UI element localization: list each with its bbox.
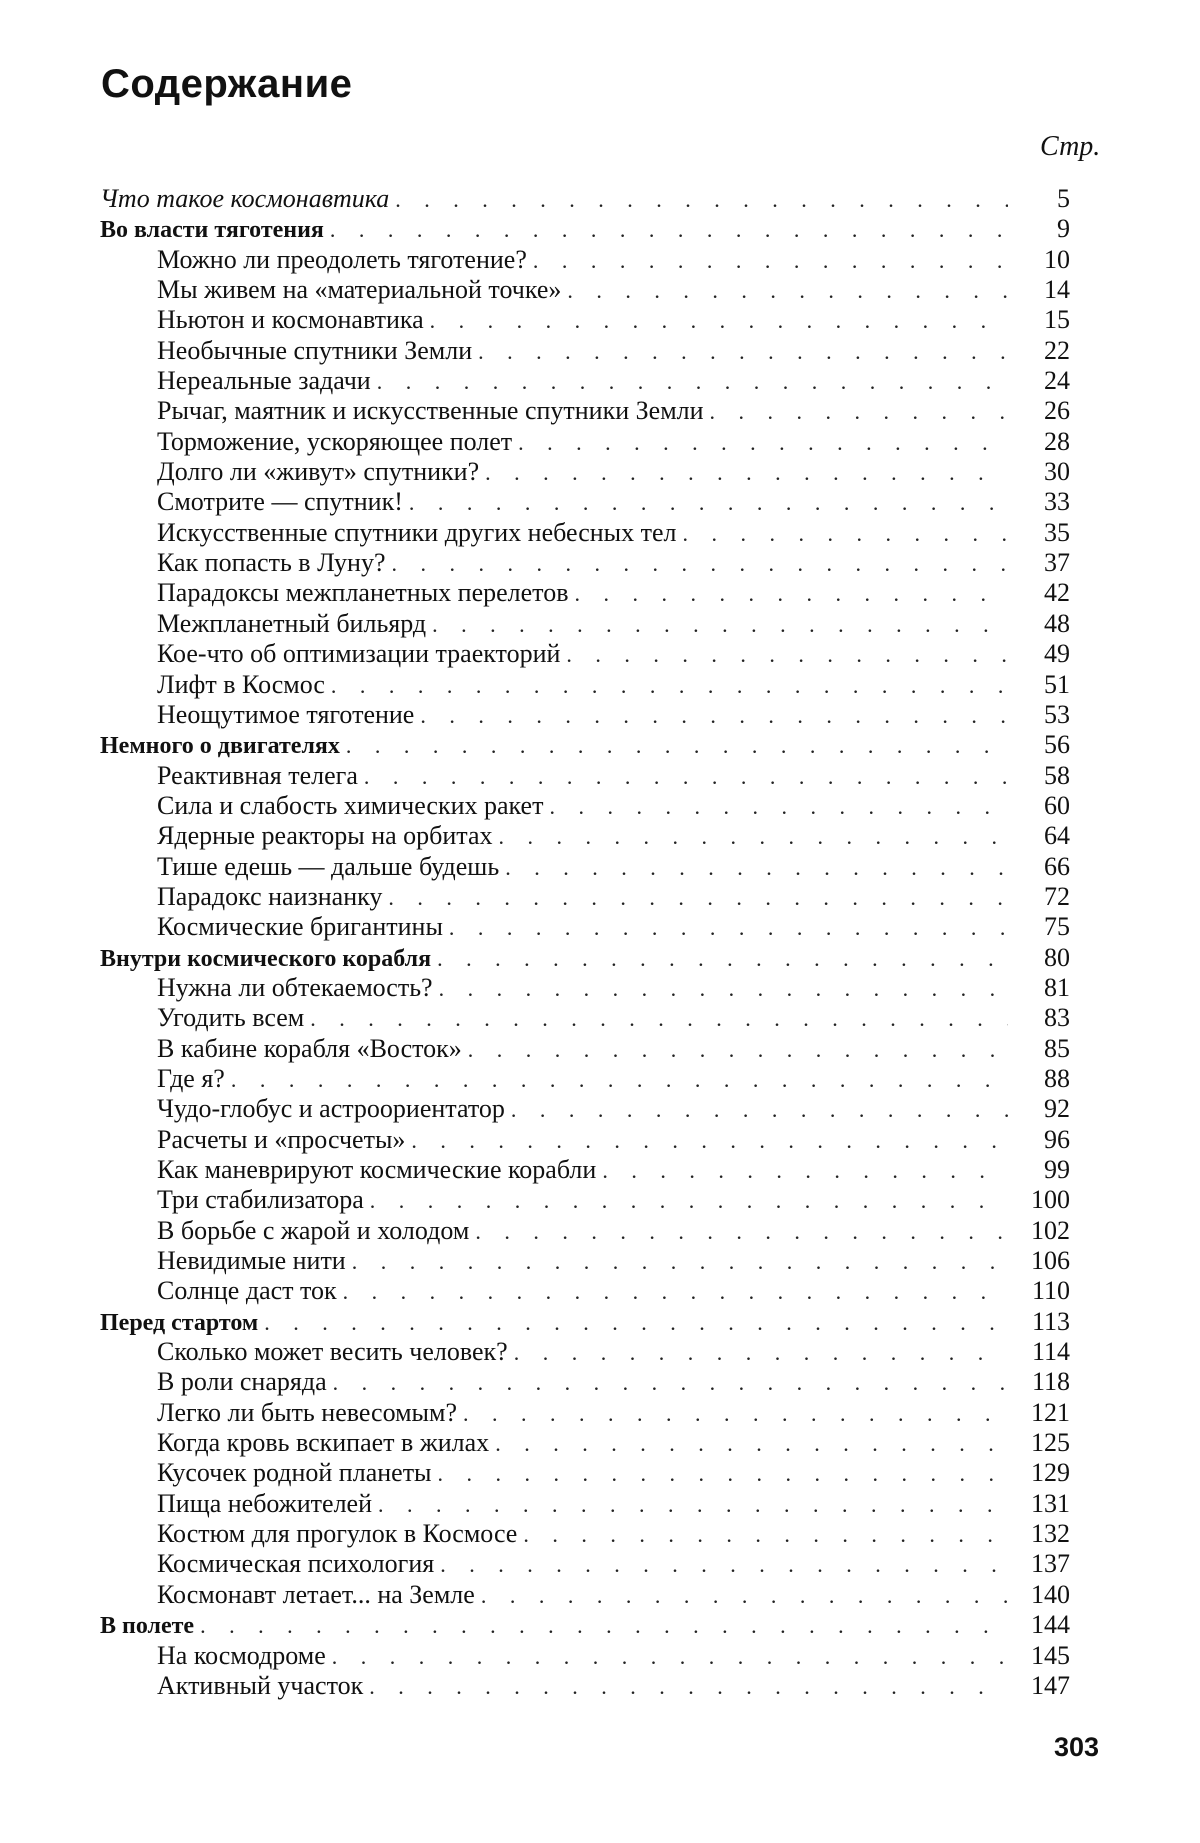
toc-entry-page: 137	[1031, 1549, 1070, 1579]
toc-entry-page: 83	[1044, 1003, 1070, 1033]
toc-entry-page: 81	[1044, 972, 1070, 1002]
toc-entry-title: В роли снаряда	[157, 1367, 327, 1397]
dot-leader	[475, 1217, 1008, 1247]
dot-leader	[378, 1490, 1008, 1520]
toc-entry-page: 114	[1031, 1337, 1070, 1367]
toc-section	[100, 730, 1070, 760]
toc-subsection	[100, 821, 1070, 851]
toc-subsection	[100, 366, 1070, 396]
toc-subsection	[100, 457, 1070, 487]
toc-entry-title: Ньютон и космонавтика	[157, 305, 424, 335]
dot-leader	[574, 579, 1008, 609]
toc-subsection	[100, 518, 1070, 548]
toc-entry-title: Солнце даст ток	[157, 1276, 337, 1306]
toc-entry-title: Парадоксы межпланетных перелетов	[157, 578, 569, 608]
dot-leader	[437, 944, 1008, 974]
dot-leader	[514, 1338, 1008, 1368]
toc-entry-page: 64	[1044, 821, 1070, 851]
toc-entry-page: 85	[1044, 1033, 1070, 1063]
toc-entry-title: В кабине корабля «Восток»	[157, 1033, 462, 1063]
toc-subsection	[100, 1367, 1070, 1397]
dot-leader	[468, 1035, 1008, 1065]
toc-entry-page: 60	[1044, 790, 1070, 820]
toc-entry-title: Внутри космического корабля	[100, 945, 432, 972]
dot-leader	[518, 428, 1008, 458]
dot-leader	[395, 185, 1008, 215]
toc-entry-title: Искусственные спутники других небесных тел	[157, 517, 677, 547]
toc-entry-title: Тише едешь — дальше будешь	[157, 851, 500, 881]
dot-leader	[505, 853, 1008, 883]
toc-entry-page: 26	[1044, 396, 1070, 426]
toc-entry-page: 132	[1031, 1519, 1070, 1549]
toc-entry-title: Как попасть в Луну?	[157, 548, 386, 578]
toc-subsection	[100, 1428, 1070, 1458]
toc-entry-page: 9	[1057, 214, 1070, 244]
toc-subsection	[100, 761, 1070, 791]
toc-entry-title: Реактивная телега	[157, 760, 358, 790]
toc-entry-title: Расчеты и «просчеты»	[157, 1124, 406, 1154]
toc-entry-title: Где я?	[157, 1063, 225, 1093]
toc-entry-title: На космодроме	[157, 1640, 326, 1670]
toc-subsection	[100, 791, 1070, 821]
toc-subsection	[100, 1641, 1070, 1671]
toc-entry-page: 51	[1044, 669, 1070, 699]
toc-entry-title: Лифт в Космос	[157, 669, 325, 699]
dot-leader	[438, 1459, 1008, 1489]
dot-leader	[478, 337, 1008, 367]
dot-leader	[523, 1520, 1008, 1550]
toc-entry-page: 14	[1044, 275, 1070, 305]
dot-leader	[430, 306, 1008, 336]
dot-leader	[602, 1156, 1008, 1186]
toc-section	[100, 943, 1070, 973]
toc-subsection	[100, 245, 1070, 275]
toc-subsection	[100, 1155, 1070, 1185]
toc-entry-page: 72	[1044, 881, 1070, 911]
toc-entry-page: 58	[1044, 760, 1070, 790]
dot-leader	[332, 1642, 1008, 1672]
toc-subsection	[100, 1064, 1070, 1094]
toc-subsection	[100, 578, 1070, 608]
toc-subsection	[100, 1580, 1070, 1610]
dot-leader	[392, 549, 1008, 579]
toc-entry-title: Чудо-глобус и астроориентатор	[157, 1094, 505, 1124]
toc-subsection	[100, 882, 1070, 912]
toc-subsection	[100, 1185, 1070, 1215]
toc-subsection	[100, 487, 1070, 517]
dot-leader	[377, 367, 1008, 397]
toc-entry-page: 131	[1031, 1488, 1070, 1518]
toc-entry-page: 80	[1044, 942, 1070, 972]
toc-subsection	[100, 1489, 1070, 1519]
toc-entry-title: В полете	[100, 1613, 195, 1640]
toc-subsection	[100, 427, 1070, 457]
dot-leader	[511, 1095, 1008, 1125]
toc-entry-page: 10	[1044, 244, 1070, 274]
toc-entry-title: Космическая психология	[157, 1549, 435, 1579]
toc-entry-page: 53	[1044, 699, 1070, 729]
toc-entry-page: 35	[1044, 517, 1070, 547]
dot-leader	[463, 1399, 1008, 1429]
dot-leader	[566, 640, 1008, 670]
toc-entry-page: 92	[1044, 1094, 1070, 1124]
toc-entry-title: Парадокс наизнанку	[157, 881, 383, 911]
toc-entry-page: 88	[1044, 1063, 1070, 1093]
toc-entry-page: 140	[1031, 1579, 1070, 1609]
toc-subsection	[100, 700, 1070, 730]
toc-entry-page: 145	[1031, 1640, 1070, 1670]
toc-entry-page: 106	[1031, 1246, 1070, 1276]
toc-entry-title: Космонавт летает... на Земле	[157, 1579, 475, 1609]
toc-subsection	[100, 548, 1070, 578]
toc-entry-title: Костюм для прогулок в Космосе	[157, 1519, 518, 1549]
toc-entry-title: Когда кровь вскипает в жилах	[157, 1428, 490, 1458]
toc-entry-title: Смотрите — спутник!	[157, 487, 403, 517]
toc-entry-page: 121	[1031, 1397, 1070, 1427]
dot-leader	[439, 974, 1008, 1004]
toc-entry-title: Сила и слабость химических ракет	[157, 790, 544, 820]
toc-entry-title: Невидимые нити	[157, 1246, 346, 1276]
dot-leader	[567, 276, 1008, 306]
dot-leader	[333, 1368, 1008, 1398]
toc-subsection	[100, 639, 1070, 669]
toc-subsection	[100, 973, 1070, 1003]
toc-entry-title: Торможение, ускоряющее полет	[157, 426, 513, 456]
toc-subsection	[100, 1519, 1070, 1549]
toc-subsection	[100, 396, 1070, 426]
toc-entry-page: 28	[1044, 426, 1070, 456]
toc-entry-page: 5	[1057, 184, 1070, 213]
toc-subsection	[100, 1398, 1070, 1428]
toc-entry-page: 49	[1044, 639, 1070, 669]
dot-leader	[420, 701, 1008, 731]
toc-section	[100, 1610, 1070, 1640]
toc-entry-title: Пища небожителей	[157, 1488, 372, 1518]
toc-entry-title: Активный участок	[157, 1670, 364, 1700]
toc-entry-page: 48	[1044, 608, 1070, 638]
toc-subsection	[100, 670, 1070, 700]
toc-entry-title: Угодить всем	[157, 1003, 305, 1033]
dot-leader	[310, 1004, 1008, 1034]
toc-subsection	[100, 1003, 1070, 1033]
dot-leader	[533, 246, 1008, 276]
toc-entry-title: Сколько может весить человек?	[157, 1337, 508, 1367]
toc-entry-page: 100	[1031, 1185, 1070, 1215]
toc-subsection	[100, 305, 1070, 335]
toc-entry-page: 33	[1044, 487, 1070, 517]
dot-leader	[432, 610, 1008, 640]
toc-section	[100, 214, 1070, 244]
dot-leader	[449, 913, 1008, 943]
toc-entry-page: 96	[1044, 1124, 1070, 1154]
toc-entry-page: 144	[1031, 1610, 1070, 1640]
toc-entry-title: Долго ли «живут» спутники?	[157, 457, 480, 487]
toc-subsection	[100, 852, 1070, 882]
toc-entry-title: Ядерные реакторы на орбитах	[157, 821, 493, 851]
toc-section	[100, 184, 1070, 214]
dot-leader	[388, 883, 1008, 913]
toc-entry-title: Космические бригантины	[157, 912, 443, 942]
dot-leader	[264, 1308, 1008, 1338]
table-of-contents	[100, 184, 1070, 1701]
toc-subsection	[100, 609, 1070, 639]
toc-entry-page: 22	[1044, 335, 1070, 365]
dot-leader	[346, 731, 1008, 761]
toc-entry-title: Можно ли преодолеть тяготение?	[157, 244, 527, 274]
toc-entry-page: 147	[1031, 1670, 1070, 1700]
toc-entry-title: Необычные спутники Земли	[157, 335, 473, 365]
toc-entry-title: В борьбе с жарой и холодом	[157, 1215, 470, 1245]
toc-entry-title: Кое-что об оптимизации траекторий	[157, 639, 561, 669]
dot-leader	[370, 1186, 1008, 1216]
toc-subsection	[100, 1216, 1070, 1246]
toc-entry-page: 24	[1044, 366, 1070, 396]
toc-entry-title: Во власти тяготения	[100, 217, 324, 244]
page-title: Содержание	[101, 62, 353, 106]
dot-leader	[710, 397, 1008, 427]
dot-leader	[499, 822, 1008, 852]
dot-leader	[481, 1581, 1008, 1611]
toc-entry-title: Три стабилизатора	[157, 1185, 364, 1215]
dot-leader	[440, 1550, 1008, 1580]
toc-entry-title: Межпланетный бильярд	[157, 608, 427, 638]
dot-leader	[683, 519, 1008, 549]
dot-leader	[343, 1277, 1008, 1307]
toc-entry-page: 37	[1044, 548, 1070, 578]
dot-leader	[411, 1126, 1008, 1156]
toc-entry-page: 56	[1044, 730, 1070, 760]
dot-leader	[549, 792, 1008, 822]
toc-entry-page: 110	[1031, 1276, 1070, 1306]
toc-entry-page: 113	[1031, 1306, 1070, 1336]
toc-subsection	[100, 336, 1070, 366]
toc-entry-title: Нереальные задачи	[157, 366, 371, 396]
toc-entry-title: Нужна ли обтекаемость?	[157, 972, 433, 1002]
toc-entry-page: 99	[1044, 1155, 1070, 1184]
toc-entry-page: 125	[1031, 1428, 1070, 1458]
page-number: 303	[1054, 1732, 1100, 1762]
dot-leader	[231, 1065, 1008, 1095]
dot-leader	[485, 458, 1008, 488]
toc-entry-page: 102	[1031, 1215, 1070, 1245]
toc-entry-title: Перед стартом	[100, 1309, 259, 1336]
toc-subsection	[100, 1549, 1070, 1579]
toc-subsection	[100, 1125, 1070, 1155]
dot-leader	[200, 1611, 1008, 1641]
toc-entry-title: Кусочек родной планеты	[157, 1458, 432, 1488]
toc-entry-page: 15	[1044, 305, 1070, 335]
toc-entry-title: Что такое космонавтика	[100, 184, 390, 213]
dot-leader	[331, 671, 1008, 701]
toc-entry-title: Немного о двигателях	[100, 733, 340, 760]
toc-subsection	[100, 1671, 1070, 1701]
toc-subsection	[100, 1034, 1070, 1064]
dot-leader	[409, 488, 1008, 518]
page-column-label: Стр.	[1040, 131, 1101, 162]
toc-entry-title: Легко ли быть невесомым?	[157, 1397, 458, 1427]
dot-leader	[364, 762, 1008, 792]
toc-subsection	[100, 1458, 1070, 1488]
dot-leader	[352, 1247, 1008, 1277]
toc-entry-title: Мы живем на «материальной точке»	[157, 275, 562, 305]
toc-entry-page: 129	[1031, 1458, 1070, 1488]
toc-entry-title: Рычаг, маятник и искусственные спутники Земли	[157, 396, 704, 426]
toc-subsection	[100, 1276, 1070, 1306]
dot-leader	[330, 215, 1008, 245]
toc-entry-page: 66	[1044, 851, 1070, 881]
toc-entry-title: Неощутимое тяготение	[157, 699, 415, 729]
toc-subsection	[100, 275, 1070, 305]
toc-entry-page: 75	[1044, 912, 1070, 942]
dot-leader	[495, 1429, 1008, 1459]
toc-entry-page: 42	[1044, 578, 1070, 608]
toc-section	[100, 1307, 1070, 1337]
toc-subsection	[100, 1094, 1070, 1124]
toc-subsection	[100, 912, 1070, 942]
dot-leader	[369, 1672, 1008, 1702]
toc-entry-page: 118	[1031, 1367, 1070, 1397]
toc-subsection	[100, 1246, 1070, 1276]
toc-entry-page: 30	[1044, 457, 1070, 487]
toc-subsection	[100, 1337, 1070, 1367]
toc-entry-title: Как маневрируют космические корабли	[157, 1155, 597, 1184]
